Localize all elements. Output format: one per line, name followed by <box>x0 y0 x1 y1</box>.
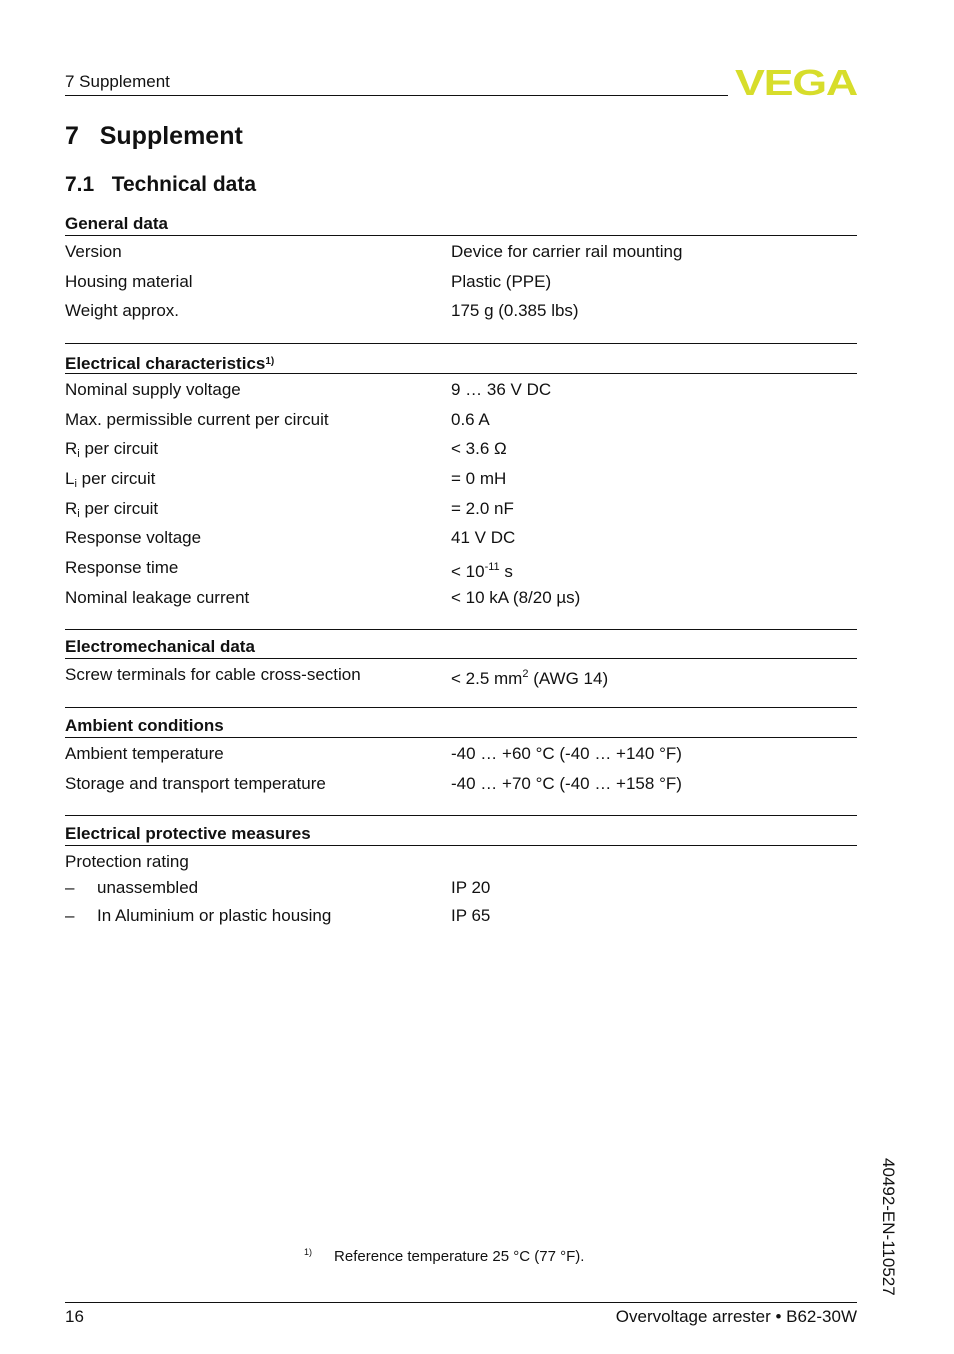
row-label: In Aluminium or plastic housing <box>97 906 332 925</box>
section-rule <box>65 815 857 816</box>
protective-section <box>65 822 857 930</box>
electromechanical-title: Electromechanical data <box>65 637 255 656</box>
protective-title: Electrical protective measures <box>65 824 311 843</box>
table-row <box>65 739 857 769</box>
row-value: < 3.6 Ω <box>451 439 507 459</box>
section-rule <box>65 373 857 374</box>
electrical-title: Electrical characteristics$^{1)}$ <box>65 354 275 373</box>
row-label: Nominal leakage current <box>65 587 250 607</box>
row-value: -40 … +60 °C (-40 … +140 °F) <box>451 744 682 763</box>
electromechanical-section <box>65 635 857 690</box>
general-data-section <box>65 212 857 326</box>
section-rule <box>65 707 857 708</box>
chapter-title: 7 Supplement <box>65 122 243 150</box>
section-rule <box>65 658 857 659</box>
section-title: 7.1 Technical data <box>65 173 257 196</box>
table-row <box>65 902 857 930</box>
table-row <box>65 660 857 690</box>
row-value: 175 g (0.385 lbs) <box>451 301 579 321</box>
page-number: 16 <box>65 1307 84 1326</box>
running-header: 7 Supplement <box>65 72 170 91</box>
row-value: = 2.0 nF <box>451 498 514 518</box>
list-dash: – <box>65 906 75 925</box>
section-rule <box>65 343 857 344</box>
table-row <box>65 494 857 524</box>
footer-title: Overvoltage arrester • B62-30W <box>615 1307 857 1326</box>
row-label: $L_i$ per circuit <box>65 469 156 491</box>
ambient-section <box>65 714 857 798</box>
table-row <box>65 464 857 494</box>
row-label: $R_i$ per circuit <box>65 498 159 520</box>
row-value: IP 20 <box>451 878 491 897</box>
vega-logo <box>735 66 858 98</box>
row-label: Storage and transport temperature <box>65 773 326 793</box>
row-value: < 10 kA (8/20 µs) <box>451 587 581 607</box>
row-value: -40 … +70 °C (-40 … +158 °F) <box>451 773 682 793</box>
row-value: < 2.5 $mm^2$ (AWG 14) <box>451 668 609 688</box>
row-value: IP 65 <box>451 906 491 925</box>
row-label: Protection rating <box>65 852 189 871</box>
row-label: Max. permissible current per circuit <box>65 409 329 429</box>
row-label: unassembled <box>97 878 199 897</box>
section-rule <box>65 235 857 236</box>
section-rule <box>65 845 857 846</box>
document-id: 40492-EN-110527 <box>879 1158 898 1296</box>
row-label: Response time <box>65 558 179 578</box>
row-label: Nominal supply voltage <box>65 380 241 399</box>
header-rule <box>65 95 728 96</box>
row-value: 9 … 36 V DC <box>451 380 552 399</box>
row-value: = 0 mH <box>451 469 507 489</box>
row-value: 0.6 A <box>451 409 490 429</box>
row-value: Device for carrier rail mounting <box>451 242 683 261</box>
row-label: Housing material <box>65 271 193 291</box>
row-label: $R_i$ per circuit <box>65 439 159 461</box>
general-data-title: General data <box>65 214 168 233</box>
svg-text:VEGA: VEGA <box>735 66 858 98</box>
table-row <box>65 237 857 267</box>
footnote-mark: 1) <box>304 1247 313 1257</box>
table-row <box>65 296 857 326</box>
row-value: Plastic (PPE) <box>451 271 552 291</box>
footnote-text: Reference temperature 25 °C (77 °F). <box>334 1248 585 1265</box>
list-dash: – <box>65 878 75 897</box>
table-row <box>65 847 857 874</box>
footer-rule <box>65 1302 857 1303</box>
table-row <box>65 375 857 405</box>
table-row <box>65 553 857 583</box>
table-row <box>65 405 857 435</box>
row-label: Response voltage <box>65 528 202 548</box>
ambient-title: Ambient conditions <box>65 716 224 735</box>
table-row <box>65 267 857 297</box>
table-row <box>65 769 857 799</box>
table-row <box>65 434 857 464</box>
row-label: Screw terminals for cable cross-section <box>65 665 361 684</box>
table-row <box>65 583 857 613</box>
row-label: Weight approx. <box>65 301 180 321</box>
section-rule <box>65 737 857 738</box>
row-label: Ambient temperature <box>65 744 224 763</box>
row-label: Version <box>65 242 122 261</box>
row-value: < $10^{-11}$ s <box>451 561 513 582</box>
table-row <box>65 523 857 553</box>
footnote <box>304 1247 584 1265</box>
table-row <box>65 874 857 902</box>
electrical-section <box>65 350 857 613</box>
footnote-ref: 1) <box>265 356 275 367</box>
row-value: 41 V DC <box>451 528 516 548</box>
section-rule <box>65 629 857 630</box>
